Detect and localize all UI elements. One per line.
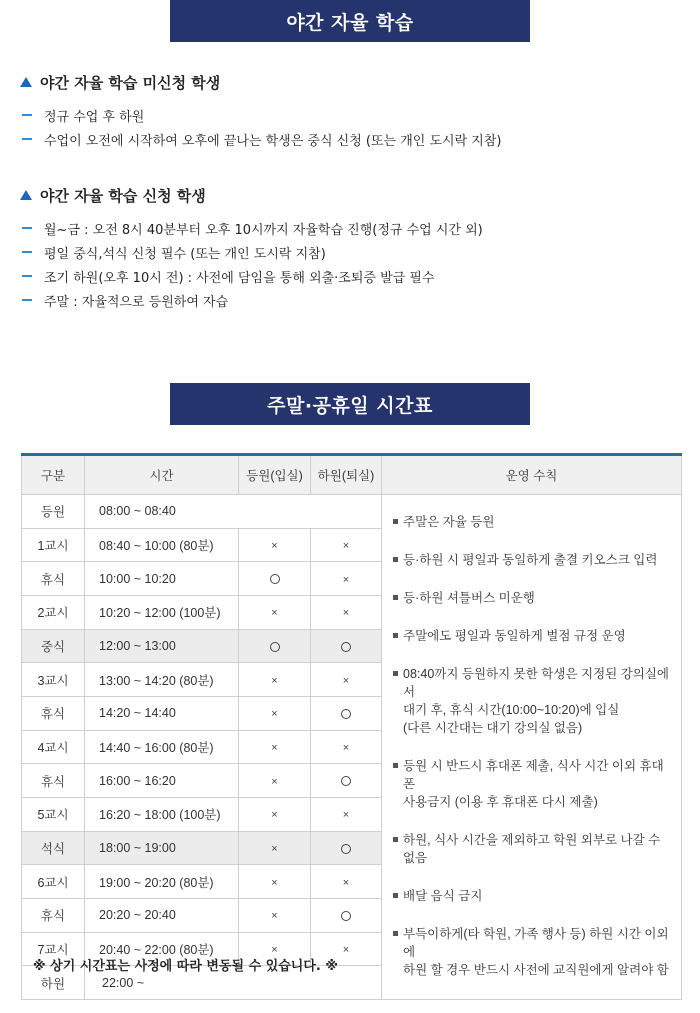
cross-mark: × bbox=[271, 741, 278, 754]
cross-mark: × bbox=[342, 876, 350, 889]
row-time: 08:00 ~ 08:40 bbox=[85, 495, 382, 529]
rule-item bbox=[393, 757, 671, 811]
row-label: 2교시 bbox=[22, 595, 85, 629]
cross-mark: × bbox=[342, 809, 350, 822]
row-label: 휴식 bbox=[22, 696, 85, 730]
row-time: 18:00 ~ 19:00 bbox=[85, 831, 239, 865]
row-time: 14:40 ~ 16:00 (80분) bbox=[85, 730, 239, 764]
section-title-text: 야간 자율 학습 미신청 학생 bbox=[40, 73, 221, 92]
cross-mark: × bbox=[271, 876, 278, 889]
list-item-text: 월~금 : 오전 8시 40분부터 오후 10시까지 자율학습 진행(정규 수업 시간 외) bbox=[44, 222, 483, 238]
circle-icon bbox=[341, 844, 351, 854]
rule-item bbox=[393, 925, 671, 979]
row-time: 14:20 ~ 14:40 bbox=[85, 696, 239, 730]
list-item bbox=[20, 127, 680, 151]
circle-icon bbox=[341, 776, 351, 786]
row-time: 20:40 ~ 22:00 (80분) bbox=[85, 932, 239, 966]
row-label: 휴식 bbox=[22, 764, 85, 798]
row-check-in bbox=[239, 595, 311, 629]
circle-icon bbox=[341, 709, 351, 719]
section-items bbox=[20, 216, 680, 312]
cross-mark: × bbox=[342, 943, 350, 956]
rule-text: 등·하원 셔틀버스 미운행 bbox=[403, 591, 535, 605]
row-time: 10:00 ~ 10:20 bbox=[85, 562, 239, 596]
cross-mark: × bbox=[271, 842, 278, 855]
row-check-out bbox=[311, 764, 382, 798]
header-rules: 운영 수칙 bbox=[382, 455, 682, 495]
list-item bbox=[20, 264, 680, 288]
rule-item bbox=[393, 513, 671, 531]
cross-mark: × bbox=[271, 539, 278, 552]
schedule-note: ※ 상기 시간표는 사정에 따라 변동될 수 있습니다. ※ bbox=[33, 959, 339, 974]
cross-mark: × bbox=[271, 943, 278, 956]
cross-mark: × bbox=[271, 775, 278, 788]
row-time: 10:20 ~ 12:00 (100분) bbox=[85, 595, 239, 629]
dash-icon bbox=[22, 138, 32, 140]
cross-mark: × bbox=[342, 573, 350, 586]
schedule-table-wrapper bbox=[21, 453, 681, 1000]
row-label: 휴식 bbox=[22, 898, 85, 932]
row-label: 등원 bbox=[22, 495, 85, 529]
row-check-out bbox=[311, 595, 382, 629]
square-bullet-icon bbox=[393, 931, 398, 936]
section-items bbox=[20, 103, 680, 151]
row-check-in bbox=[239, 730, 311, 764]
rule-item bbox=[393, 627, 671, 645]
list-item-text: 조기 하원(오후 10시 전) : 사전에 담임을 통해 외출·조퇴증 발급 필수 bbox=[44, 270, 435, 286]
row-check-in bbox=[239, 831, 311, 865]
row-time: 16:20 ~ 18:00 (100분) bbox=[85, 797, 239, 831]
circle-icon bbox=[270, 642, 280, 652]
section-not-applied bbox=[20, 70, 680, 151]
row-check-out bbox=[311, 898, 382, 932]
row-label: 중식 bbox=[22, 629, 85, 663]
row-label: 4교시 bbox=[22, 730, 85, 764]
cross-mark: × bbox=[271, 809, 278, 822]
row-check-in bbox=[239, 562, 311, 596]
row-time: 20:20 ~ 20:40 bbox=[85, 898, 239, 932]
cross-mark: × bbox=[271, 674, 278, 687]
row-check-out bbox=[311, 562, 382, 596]
row-check-in bbox=[239, 764, 311, 798]
triangle-icon bbox=[20, 77, 32, 87]
row-label: 5교시 bbox=[22, 797, 85, 831]
row-time: 12:00 ~ 13:00 bbox=[85, 629, 239, 663]
operation-rules bbox=[382, 495, 682, 1000]
row-check-out bbox=[311, 663, 382, 697]
row-check-out bbox=[311, 831, 382, 865]
square-bullet-icon bbox=[393, 557, 398, 562]
row-label: 1교시 bbox=[22, 528, 85, 562]
rule-item bbox=[393, 665, 671, 737]
header-time: 시간 bbox=[85, 455, 239, 495]
row-check-in bbox=[239, 696, 311, 730]
row-time: 08:40 ~ 10:00 (80분) bbox=[85, 528, 239, 562]
row-time: 16:00 ~ 16:20 bbox=[85, 764, 239, 798]
list-item bbox=[20, 103, 680, 127]
header-category: 구분 bbox=[22, 455, 85, 495]
header-check-in: 등원(입실) bbox=[239, 455, 311, 495]
cross-mark: × bbox=[342, 674, 350, 687]
row-check-out bbox=[311, 730, 382, 764]
square-bullet-icon bbox=[393, 671, 398, 676]
square-bullet-icon bbox=[393, 763, 398, 768]
rule-item bbox=[393, 887, 671, 905]
section-title-text: 야간 자율 학습 신청 학생 bbox=[40, 186, 206, 205]
square-bullet-icon bbox=[393, 837, 398, 842]
rule-item bbox=[393, 551, 671, 569]
list-item-text: 정규 수업 후 하원 bbox=[44, 109, 145, 125]
rule-text: 배달 음식 금지 bbox=[403, 889, 483, 903]
row-check-in bbox=[239, 629, 311, 663]
dash-icon bbox=[22, 251, 32, 253]
row-check-in bbox=[239, 898, 311, 932]
row-time: 22:00 ~ bbox=[85, 966, 382, 1000]
row-label: 휴식 bbox=[22, 562, 85, 596]
rule-item bbox=[393, 831, 671, 867]
rule-text: 등원 시 반드시 휴대폰 제출, 식사 시간 이외 휴대폰 사용금지 (이용 후 휴대폰 다시 제출) bbox=[403, 759, 664, 809]
square-bullet-icon bbox=[393, 893, 398, 898]
table-header-row bbox=[22, 455, 682, 495]
rule-text: 하원, 식사 시간을 제외하고 학원 외부로 나갈 수 없음 bbox=[403, 833, 661, 865]
row-label: 3교시 bbox=[22, 663, 85, 697]
row-check-out bbox=[311, 528, 382, 562]
row-check-out bbox=[311, 797, 382, 831]
square-bullet-icon bbox=[393, 595, 398, 600]
triangle-icon bbox=[20, 190, 32, 200]
schedule-table bbox=[21, 453, 682, 1000]
row-check-in bbox=[239, 797, 311, 831]
row-label: 석식 bbox=[22, 831, 85, 865]
row-time: 13:00 ~ 14:20 (80분) bbox=[85, 663, 239, 697]
list-item-text: 평일 중식,석식 신청 필수 (또는 개인 도시락 지참) bbox=[44, 246, 326, 262]
list-item-text: 수업이 오전에 시작하여 오후에 끝나는 학생은 중식 신청 (또는 개인 도시락 지참) bbox=[44, 133, 502, 149]
rule-text: 주말은 자율 등원 bbox=[403, 515, 495, 529]
list-item bbox=[20, 216, 680, 240]
cross-mark: × bbox=[342, 741, 350, 754]
circle-icon bbox=[341, 911, 351, 921]
row-check-in bbox=[239, 865, 311, 899]
list-item bbox=[20, 240, 680, 264]
rule-text: 주말에도 평일과 동일하게 벌점 규정 운영 bbox=[403, 629, 626, 643]
night-study-banner: 야간 자율 학습 bbox=[170, 0, 530, 42]
row-check-out bbox=[311, 629, 382, 663]
row-check-in bbox=[239, 663, 311, 697]
header-check-out: 하원(퇴실) bbox=[311, 455, 382, 495]
section-applied bbox=[20, 183, 680, 312]
row-check-out bbox=[311, 696, 382, 730]
dash-icon bbox=[22, 299, 32, 301]
cross-mark: × bbox=[271, 910, 278, 923]
row-time: 19:00 ~ 20:20 (80분) bbox=[85, 865, 239, 899]
dash-icon bbox=[22, 227, 32, 229]
list-item-text: 주말 : 자율적으로 등원하여 자습 bbox=[44, 294, 229, 310]
cross-mark: × bbox=[342, 539, 350, 552]
row-label: 하원 bbox=[22, 966, 85, 1000]
rule-item bbox=[393, 589, 671, 607]
cross-mark: × bbox=[342, 607, 350, 620]
dash-icon bbox=[22, 275, 32, 277]
circle-icon bbox=[270, 574, 280, 584]
section-title bbox=[20, 70, 680, 94]
rule-text: 08:40까지 등원하지 못한 학생은 지정된 강의실에서 대기 후, 휴식 시간(10:00~10:20)에 입실 (다른 시간대는 대기 강의실 없음) bbox=[403, 667, 669, 735]
weekend-schedule-banner: 주말·공휴일 시간표 bbox=[170, 383, 530, 425]
rule-text: 등·하원 시 평일과 동일하게 출결 키오스크 입력 bbox=[403, 553, 658, 567]
square-bullet-icon bbox=[393, 633, 398, 638]
row-label: 6교시 bbox=[22, 865, 85, 899]
cross-mark: × bbox=[271, 708, 278, 721]
list-item bbox=[20, 288, 680, 312]
cross-mark: × bbox=[271, 607, 278, 620]
table-row bbox=[22, 495, 682, 529]
circle-icon bbox=[341, 642, 351, 652]
square-bullet-icon bbox=[393, 519, 398, 524]
dash-icon bbox=[22, 114, 32, 116]
section-title bbox=[20, 183, 680, 207]
row-check-in bbox=[239, 528, 311, 562]
row-label: 7교시 bbox=[22, 932, 85, 966]
rule-text: 부득이하게(타 학원, 가족 행사 등) 하원 시간 이외에 하원 할 경우 반드시 사전에 교직원에게 알려야 함 bbox=[403, 927, 669, 977]
row-check-out bbox=[311, 865, 382, 899]
